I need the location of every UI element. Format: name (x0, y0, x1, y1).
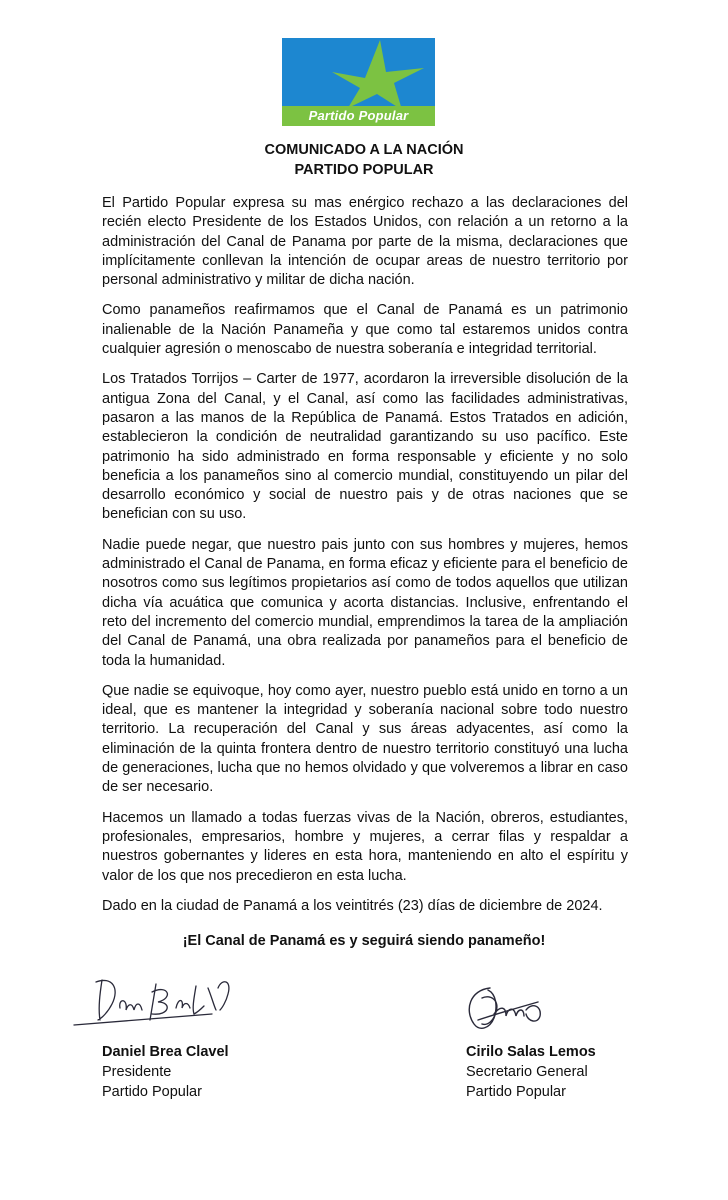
communique-body (102, 194, 628, 927)
star-icon (282, 38, 435, 106)
signature-secretary (460, 980, 550, 1035)
paragraph-6: Hacemos un llamado a todas fuerzas vivas de la Nación, obreros, estudiantes, profesionales, empresarios, hombre y mujeres, a cerrar filas y respaldar a nuestros gobernantes y lideres en esta hora, manteniendo en alto el espíritu y valor de los que nos precedieron en esta lucha. (102, 809, 628, 884)
page-title: COMUNICADO A LA NACIÓN (264, 142, 464, 158)
slogan: ¡El Canal de Panamá es y seguirá siendo panameño! (182, 933, 546, 949)
signature-president (72, 968, 247, 1030)
signer-name: Daniel Brea Clavel (102, 1044, 229, 1060)
signer-role: Presidente (102, 1064, 172, 1080)
logo-star (332, 40, 424, 106)
page-subtitle: PARTIDO POPULAR (294, 162, 434, 178)
paragraph-5: Que nadie se equivoque, hoy como ayer, nuestro pueblo está unido en torno a un ideal, que es mantener la integridad y soberanía nacional sobre todo nuestro territorio. La recuperación del Canal y sus áreas adyacentes, así como la eliminación de la quinta frontera dentro de nuestro territorio constituyó una lucha de generaciones, lucha que no hemos olvidado y que volveremos a librar en caso de ser necesario. (102, 682, 628, 796)
paragraph-date: Dado en la ciudad de Panamá a los veintitrés (23) días de diciembre de 2024. (102, 897, 603, 914)
paragraph-1: El Partido Popular expresa su mas enérgico rechazo a las declaraciones del recién electo Presidente de los Estados Unidos, con relación a un retorno a la administración del Canal de Panama por parte de la misma, declaraciones que implícitamente conllevan la intención de ocupar areas de nuestro territorio por personal administrativo y militar de dicha nación. (102, 195, 628, 289)
signer-name: Cirilo Salas Lemos (466, 1044, 596, 1060)
signer-org: Partido Popular (466, 1084, 566, 1100)
signer-role: Secretario General (466, 1064, 588, 1080)
paragraph-3: Los Tratados Torrijos – Carter de 1977, acordaron la irreversible disolución de la antigua Zona del Canal, y el Canal, así como las facilidades administrativas, pasaron a las manos de la República de Panamá. Estos Tratados en adición, establecieron la condición de neutralidad garantizando su uso pacífico. Este patrimonio ha sido administrado en forma responsable y eficiente y no solo beneficia a los panameños sino al comercio mundial, constituyendo un pilar del desarrollo económico y social de nuestro pais y de otras naciones que se benefician con su uso. (102, 371, 628, 523)
signer-org: Partido Popular (102, 1084, 202, 1100)
party-logo (282, 38, 435, 126)
signer-secretary (466, 1042, 596, 1102)
logo-text: Partido Popular (282, 106, 435, 126)
paragraph-2: Como panameños reafirmamos que el Canal de Panamá es un patrimonio inalienable de la Nación Panameña y que como tal estaremos unidos contra cualquier agresión o menoscabo de nuestra soberanía e integridad territorial. (102, 302, 628, 358)
paragraph-4: Nadie puede negar, que nuestro pais junto con sus hombres y mujeres, hemos administrado el Canal de Panama, en forma eficaz y eficiente para el beneficio de nosotros como sus legítimos propietarios así como de todos aquellos que utilizan dicha vía acuática que comunica y acorta distancias. Inclusive, enfrentando el reto del incremento del comercio mundial, emprendimos la tarea de la ampliación del Canal de Panamá, una obra realizada por panameños para el beneficio de toda la humanidad. (102, 536, 628, 669)
signer-president (102, 1042, 229, 1102)
